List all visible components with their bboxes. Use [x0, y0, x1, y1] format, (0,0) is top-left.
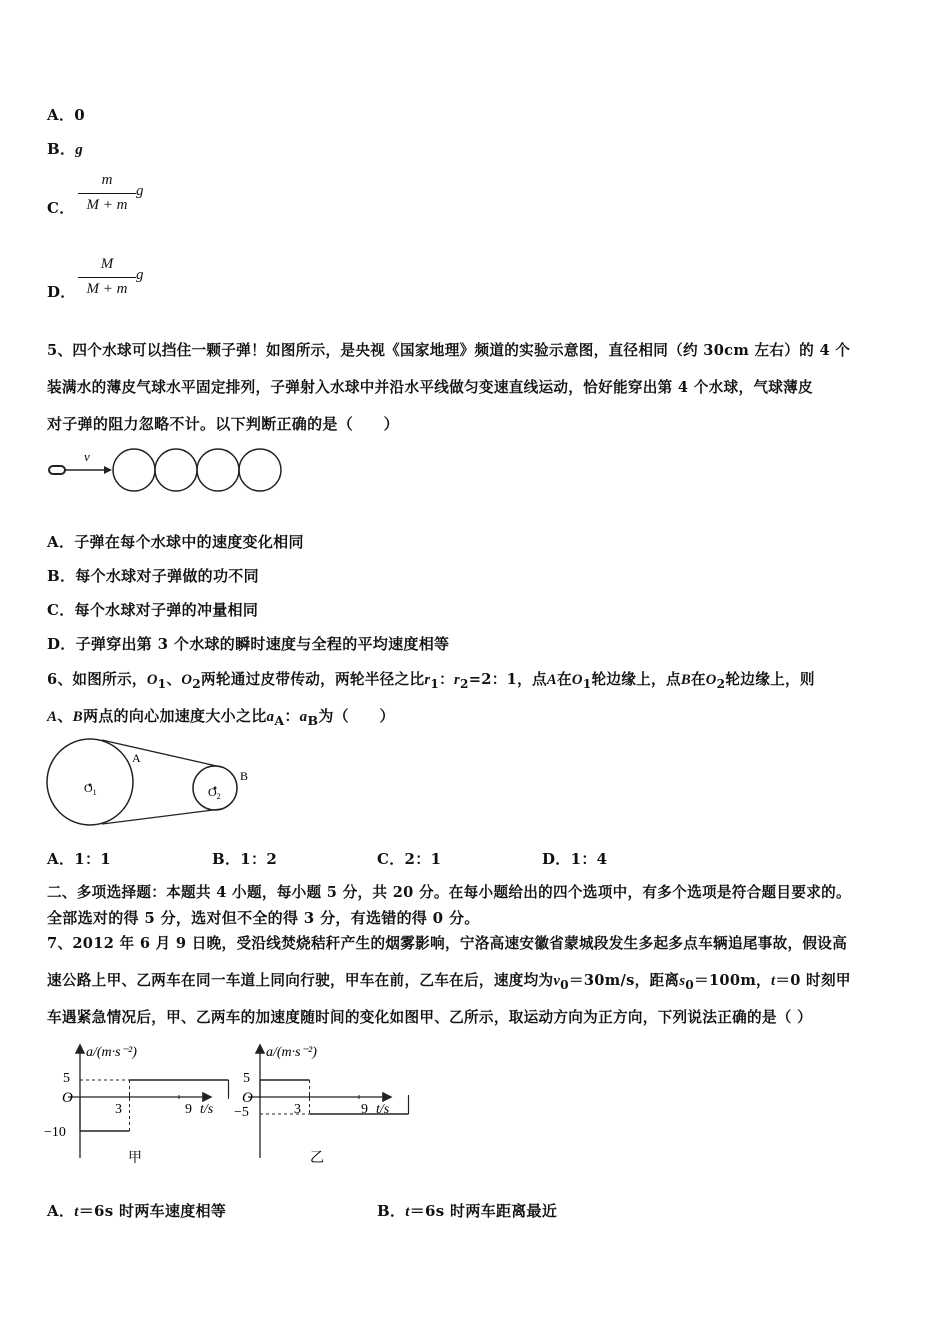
q4-option-d-label: D． [47, 283, 76, 301]
fraction-bar [78, 193, 136, 194]
q6-option-d: D．1：4 [542, 850, 608, 868]
q6-text-line2: A、B两点的向心加速度大小之比$a_A$：$a_B$为（ ） [47, 707, 395, 728]
q4-option-c-label: C． [47, 199, 75, 217]
water-balloon-2 [155, 449, 197, 491]
q6-text-line1: 6、如图所示，$O_1$、$O_2$两轮通过皮带传动，两轮半径之比$r_1$：$r_2=2$：1，点A在$O_1$轮边缘上，点B在$O_2$轮边缘上，则 [47, 671, 815, 691]
graph-yi [218, 1040, 418, 1170]
water-balloon-1 [113, 449, 155, 491]
y-axis-label: a/(m·s⁻²) [266, 1045, 317, 1060]
q7-text-line1: 7、2012 年 6 月 9 日晚，受沿线焚烧秸秆产生的烟雾影响，宁洛高速安徽省蒙城段发生多起多点车辆追尾事故，假设高 [47, 935, 848, 952]
tick-label-9: 9 [185, 1102, 192, 1117]
belt-lower [102, 809, 221, 824]
q7-option-a: A．t＝6s 时两车速度相等 [47, 1202, 227, 1220]
graph-caption: 甲 [128, 1151, 142, 1166]
water-balloon-4 [239, 449, 281, 491]
q7-option-b: B．t＝6s 时两车距离最近 [377, 1202, 558, 1220]
tick-label-9: 9 [361, 1102, 368, 1117]
q5-text-line2: 装满水的薄皮气球水平固定排列，子弹射入水球中并沿水平线做匀变速直线运动，恰好能穿出第 4 个水球，气球薄皮 [47, 379, 813, 396]
point-b-label: B [240, 769, 249, 783]
x-axis-label: t/s [200, 1102, 214, 1117]
tick-label-3: 3 [115, 1102, 122, 1117]
q4-option-d-fraction: M M + m g [72, 256, 162, 306]
origin-label: O [62, 1090, 73, 1106]
graph-jia [40, 1040, 240, 1170]
x-axis-label: t/s [376, 1102, 390, 1117]
water-balloon-3 [197, 449, 239, 491]
q7-text-line2: 速公路上甲、乙两车在同一车道上同向行驶，甲车在前，乙车在后，速度均为$v_0=30m/s$，距离$s_0=100m$，t＝0 时刻甲 [47, 972, 851, 992]
q4-option-a: A．0 [47, 106, 85, 124]
q7-text-line3: 车遇紧急情况后，甲、乙两车的加速度随时间的变化如图甲、乙所示，取运动方向为正方向，下列说法正确的是（ ） [47, 1009, 812, 1026]
q5-option-c: C．每个水球对子弹的冲量相同 [47, 601, 259, 619]
point-a-label: A [132, 751, 141, 765]
section2-heading-line2: 全部选对的得 5 分，选对但不全的得 3 分，有选错的得 0 分。 [47, 909, 480, 927]
q5-option-d: D．子弹穿出第 3 个水球的瞬时速度与全程的平均速度相等 [47, 635, 450, 653]
o2-label: $O_2$ [208, 785, 221, 801]
bullet-icon [49, 466, 65, 474]
arrow-head-icon [104, 466, 112, 474]
q5-option-a: A．子弹在每个水球中的速度变化相同 [47, 533, 304, 551]
q5-text-line3: 对子弹的阻力忽略不计。以下判断正确的是（ ） [47, 415, 399, 433]
q6-option-c: C．2：1 [377, 850, 442, 868]
q5-water-balloon-figure [44, 446, 289, 496]
fraction-bar [78, 277, 136, 278]
y-axis-label: a/(m·s⁻²) [86, 1045, 137, 1060]
belt-upper [102, 740, 221, 767]
q5-option-b: B．每个水球对子弹做的功不同 [47, 567, 259, 585]
tick-label-5: 5 [63, 1071, 70, 1086]
q5-text-line1: 5、四个水球可以挡住一颗子弹！如图所示，是央视《国家地理》频道的实验示意图，直径相同（约 30cm 左右）的 4 个 [47, 342, 851, 359]
q4-option-c-fraction: m M + m g [72, 172, 162, 222]
graph-caption: 乙 [310, 1151, 324, 1166]
origin-label: O [242, 1090, 253, 1106]
tick-label-5: 5 [243, 1071, 250, 1086]
o1-label: $O_1$ [84, 781, 97, 797]
tick-label-neg5: −5 [234, 1105, 249, 1120]
q6-belt-drive-figure [42, 735, 262, 830]
tick-label-3: 3 [294, 1102, 301, 1117]
q4-option-b: B．g [47, 140, 84, 158]
q6-option-a: A．1：1 [47, 850, 112, 868]
velocity-label: v [84, 449, 90, 464]
tick-label-neg10: −10 [44, 1125, 66, 1140]
q6-option-b: B．1：2 [212, 850, 278, 868]
section2-heading-line1: 二、多项选择题：本题共 4 小题，每小题 5 分，共 20 分。在每小题给出的四个选项中，有多个选项是符合题目要求的。 [47, 884, 851, 901]
